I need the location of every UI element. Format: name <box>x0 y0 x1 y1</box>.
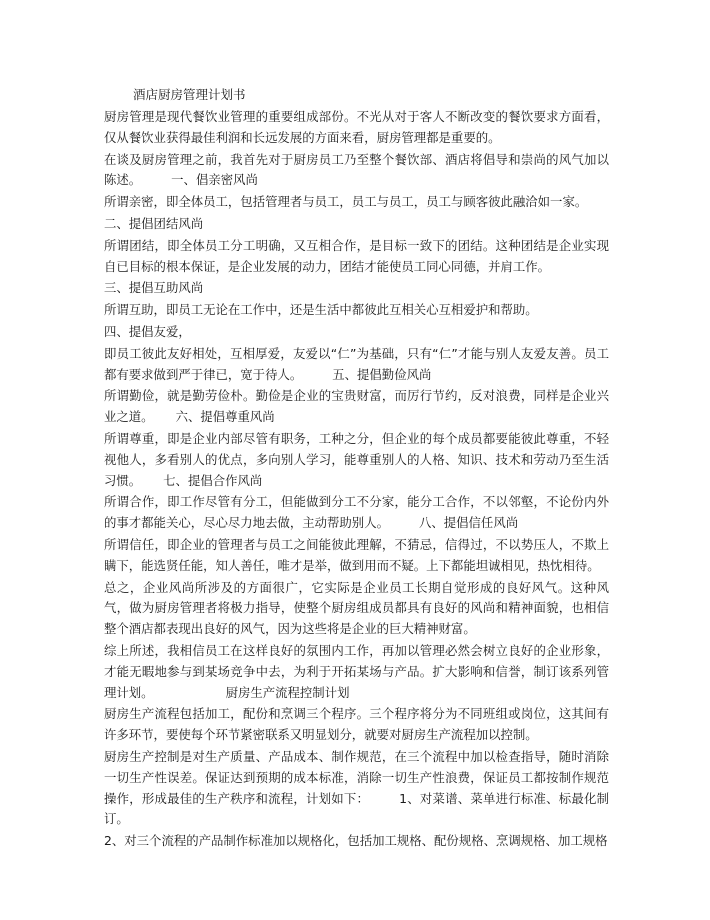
paragraph: 总之，企业风尚所涉及的方面很广，它实际是企业员工长期自觉形成的良好风气。这种风气，做为厨房管理者将极力指导，使整个厨房组成员都具有良好的风尚和精神面貌，也相信整个酒店都表现出良好的风气，因为这些将是企业的巨大精神财富。 <box>104 579 609 637</box>
paragraph: 综上所述，我相信员工在这样良好的氛围内工作，再加以管理必然会树立良好的企业形象，才能无暇地参与到某场竞争中去，为利于开拓某场与产品。扩大影响和信誉，制订该系列管理计划。 厨房生产流程控制计划 <box>104 642 609 700</box>
section-heading: 一、倡亲密风尚 <box>171 172 258 188</box>
document-title: 酒店厨房管理计划书 <box>133 87 246 102</box>
section-heading: 四、提倡友爱， <box>104 323 191 339</box>
paragraph: 在谈及厨房管理之前，我首先对于厨房员工乃至整个餐饮部、酒店将倡导和崇尚的风气加以陈述。 一、倡亲密风尚 <box>104 151 609 188</box>
paragraph: 即员工彼此友好相处，互相厚爱，友爱以“仁”为基础，只有“仁”才能与别人友爱友善。员工都有要求做到严于律已，宽于待人。 五、提倡勤俭风尚 <box>104 345 609 382</box>
section-heading: 三、提倡互助风尚 <box>104 280 204 296</box>
paragraph: 厨房管理是现代餐饮业管理的重要组成部份。不光从对于客人不断改变的餐饮要求方面看，仅从餐饮业获得最佳利润和长远发展的方面来看，厨房管理都是重要的。 <box>104 109 609 145</box>
paragraph: 所谓尊重，即是企业内部尽管有职务，工种之分，但企业的每个成员都要能彼此尊重，不轻视他人，多看别人的优点，多向别人学习，能尊重别人的人格、知识、技术和劳动乃至生活习惯。 七、提倡合作风尚 <box>104 430 609 488</box>
document-body <box>104 107 609 853</box>
paragraph: 所谓信任，即企业的管理者与员工之间能彼此理解，不猜忌，信得过，不以势压人，不欺上瞒下，能选贤任能，知人善任，唯才是举，做到用而不疑。上下都能坦诚相见，热忱相待。 <box>104 536 609 573</box>
paragraph: 厨房生产控制是对生产质量、产品成本、制作规范，在三个流程中加以检查指导，随时消除一切生产性误差。保证达到预期的成本标准，消除一切生产性浪费，保证员工都按制作规范操作，形成最佳的生产秩序和流程，计划如下： 1、对菜谱、菜单进行标准、标最化制订。 <box>104 748 610 827</box>
paragraph: 所谓亲密，即全体员工，包括管理者与员工，员工与员工，员工与顾客彼此融洽如一家。 <box>104 194 588 210</box>
section-heading: 七、提倡合作风尚 <box>163 472 263 488</box>
paragraph: 所谓合作，即工作尽管有分工，但能做到分工不分家，能分工合作，不以邻壑，不论份内外的事才都能关心，尽心尽力地去做，主动帮助别人。 八、提倡信任风尚 <box>104 494 609 531</box>
section-heading: 六、提倡尊重风尚 <box>175 409 275 425</box>
paragraph: 所谓团结，即全体员工分工明确，又互相合作，是目标一致下的团结。这种团结是企业实现自已目标的根本保证，是企业发展的动力，团结才能使员工同心同德，并肩工作。 <box>104 237 609 274</box>
paragraph: 厨房生产流程包括加工，配份和烹调三个程序。三个程序将分为不同班组或岗位，这其间有许多环节，要使每个环节紧密联系又明显划分，就要对厨房生产流程加以控制。 <box>104 706 609 743</box>
section-heading: 厨房生产流程控制计划 <box>225 684 350 700</box>
paragraph: 所谓勤俭，就是勤劳俭朴。勤俭是企业的宝贵财富，而厉行节约，反对浪费，同样是企业兴业之道。 六、提倡尊重风尚 <box>104 388 609 425</box>
section-heading: 八、提倡信任风尚 <box>418 515 519 531</box>
paragraph: 所谓互助，即员工无论在工作中，还是生活中都彼此互相关心互相爱护和帮助。 <box>104 302 538 318</box>
section-heading: 二、提倡团结风尚 <box>104 215 204 231</box>
section-heading: 五、提倡勤俭风尚 <box>332 366 432 382</box>
list-item: 2、对三个流程的产品制作标准加以规格化，包括加工规格、配份规格、烹调规格、加工规格 <box>104 833 608 849</box>
list-item: 1、对菜谱、菜单进行标准、标最化制订。 <box>104 790 610 827</box>
